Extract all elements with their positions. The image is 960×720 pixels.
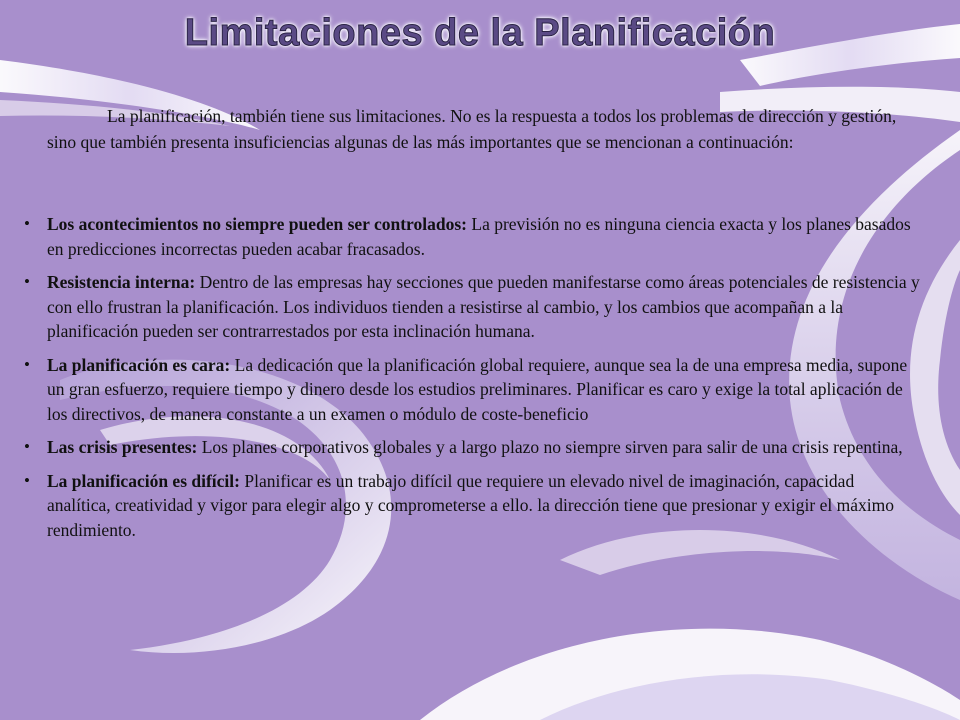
intro-paragraph: La planificación, también tiene sus limitaciones. No es la respuesta a todos los problemas de dirección y gestión, sino que también presenta insuficiencias algunas de las más importantes que se mencionan a continuación: bbox=[47, 106, 897, 152]
limitations-list bbox=[20, 212, 920, 551]
list-item bbox=[20, 469, 920, 543]
list-item bbox=[20, 212, 920, 261]
bullet-term: Resistencia interna: bbox=[47, 272, 196, 292]
bullet-term: Los acontecimientos no siempre pueden ser controlados: bbox=[47, 214, 467, 234]
bullet-text: Los planes corporativos globales y a largo plazo no siempre sirven para salir de una crisis repentina, bbox=[197, 437, 903, 457]
list-item bbox=[20, 270, 920, 344]
bullet-icon: • bbox=[24, 437, 30, 456]
slide-title: Limitaciones de la Planificación bbox=[184, 12, 776, 54]
bullet-text: La previsión no es ninguna ciencia exacta y los planes basados en predicciones incorrectas pueden acabar fracasados. bbox=[47, 214, 911, 259]
bullet-icon: • bbox=[24, 470, 30, 490]
bullet-term: Las crisis presentes: bbox=[47, 437, 198, 457]
list-item bbox=[20, 435, 920, 460]
bullet-icon: • bbox=[24, 354, 30, 374]
bullet-text: La dedicación que la planificación global requiere, aunque sea la de una empresa media, supone un gran esfuerzo, requiere tiempo y dinero desde los estudios preliminares. Planificar es caro y exige la total aplicación de los directivos, de manera constante a un examen o módulo de coste-beneficio bbox=[47, 354, 908, 424]
bullet-term: La planificación es difícil: bbox=[47, 470, 240, 491]
bullet-term: La planificación es cara: bbox=[47, 354, 231, 375]
bullet-text: Planificar es un trabajo difícil que requiere un elevado nivel de imaginación, capacidad analítica, creatividad y vigor para elegir algo y comprometerse a ello. la dirección tiene que presionar y exigir el máximo rendimiento. bbox=[47, 470, 894, 540]
bullet-icon: • bbox=[24, 272, 30, 291]
list-item bbox=[20, 353, 920, 427]
bullet-text: Dentro de las empresas hay secciones que pueden manifestarse como áreas potenciales de resistencia y con ello frustran la planificación. Los individuos tienden a resistirse al cambio, y los cambios que acompañan a la planificación pueden ser contrarrestados por esta inclinación humana. bbox=[47, 272, 920, 341]
bullet-icon: • bbox=[24, 214, 30, 233]
